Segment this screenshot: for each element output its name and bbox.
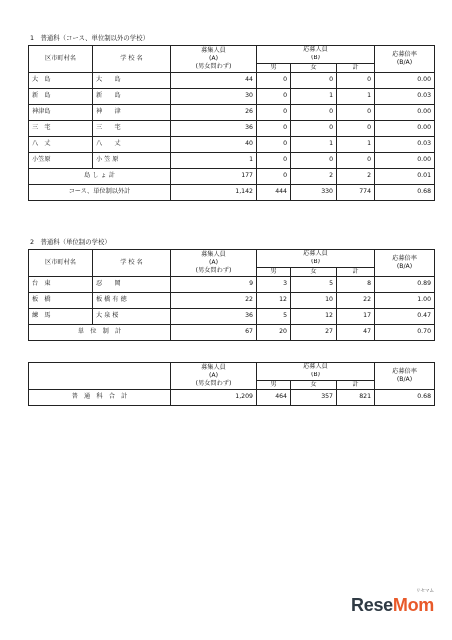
header-applicants-line1: 応募人員 <box>303 363 328 371</box>
cell-male: 20 <box>257 325 291 341</box>
header-ratio-line2: (B/A) <box>396 263 413 270</box>
cell-male: 464 <box>257 390 291 406</box>
cell-female: 1 <box>291 89 337 105</box>
cell-female: 2 <box>291 169 337 185</box>
cell-female: 0 <box>291 105 337 121</box>
cell-recruit: 36 <box>171 309 257 325</box>
cell-school: 小 笠 原 <box>93 153 171 169</box>
cell-total: 0 <box>337 73 375 89</box>
header-applicants-sub: (B) <box>257 259 375 268</box>
cell-total: 2 <box>337 169 375 185</box>
cell-total: 774 <box>337 185 375 201</box>
header-male: 男 <box>257 268 291 277</box>
cell-male: 0 <box>257 137 291 153</box>
cell-female: 0 <box>291 73 337 89</box>
header-recruit-line3: (男女問わず) <box>195 380 232 387</box>
cell-ratio: 0.47 <box>375 309 435 325</box>
header-total: 計 <box>337 268 375 277</box>
cell-ratio: 0.03 <box>375 89 435 105</box>
cell-male: 0 <box>257 153 291 169</box>
header-recruit-line3: (男女問わず) <box>195 63 232 70</box>
table-row <box>29 277 435 293</box>
cell-district: 小笠原 <box>29 153 93 169</box>
cell-ratio: 0.70 <box>375 325 435 341</box>
header-ratio-line2: (B/A) <box>396 59 413 66</box>
header-ratio-line1: 応募倍率 <box>392 51 417 58</box>
cell-school: 八 丈 <box>93 137 171 153</box>
cell-school: 忍 岡 <box>93 277 171 293</box>
section1-table <box>28 45 435 201</box>
section2-table <box>28 249 435 341</box>
cell-male: 0 <box>257 169 291 185</box>
cell-female: 330 <box>291 185 337 201</box>
cell-male: 0 <box>257 105 291 121</box>
table-row <box>29 105 435 121</box>
cell-district: 三 宅 <box>29 121 93 137</box>
cell-female: 357 <box>291 390 337 406</box>
cell-male: 0 <box>257 73 291 89</box>
grand-total-label: コース、単位制以外計 <box>29 185 171 201</box>
cell-school: 板 橋 有 徳 <box>93 293 171 309</box>
table-row <box>29 137 435 153</box>
cell-total: 821 <box>337 390 375 406</box>
header-ratio <box>375 46 435 73</box>
cell-recruit: 1,142 <box>171 185 257 201</box>
header-recruit-line2: (A) <box>208 372 219 379</box>
cell-recruit: 177 <box>171 169 257 185</box>
header-recruit <box>171 46 257 73</box>
cell-female: 12 <box>291 309 337 325</box>
cell-total: 1 <box>337 137 375 153</box>
header-recruit <box>171 250 257 277</box>
cell-female: 10 <box>291 293 337 309</box>
cell-female: 5 <box>291 277 337 293</box>
cell-ratio: 0.00 <box>375 121 435 137</box>
header-applicants-sub: (B) <box>257 55 375 64</box>
section2-title: 2 普通科（単位制の学校） <box>30 238 111 246</box>
cell-district: 新 島 <box>29 89 93 105</box>
header-total: 計 <box>337 64 375 73</box>
header-recruit-line2: (A) <box>208 55 219 62</box>
cell-total: 22 <box>337 293 375 309</box>
cell-total: 0 <box>337 121 375 137</box>
cell-total: 0 <box>337 153 375 169</box>
cell-recruit: 22 <box>171 293 257 309</box>
cell-school: 神 津 <box>93 105 171 121</box>
cell-male: 5 <box>257 309 291 325</box>
total-table <box>28 362 435 406</box>
cell-ratio: 0.68 <box>375 390 435 406</box>
header-blank <box>29 363 171 390</box>
header-female: 女 <box>291 381 337 390</box>
cell-male: 12 <box>257 293 291 309</box>
cell-ratio: 0.03 <box>375 137 435 153</box>
cell-recruit: 9 <box>171 277 257 293</box>
table-row <box>29 309 435 325</box>
resemom-logo <box>351 588 434 616</box>
cell-female: 1 <box>291 137 337 153</box>
cell-male: 0 <box>257 121 291 137</box>
cell-recruit: 30 <box>171 89 257 105</box>
header-applicants-sub: (B) <box>257 372 375 381</box>
grand-total-row <box>29 185 435 201</box>
cell-ratio: 0.01 <box>375 169 435 185</box>
overall-total-label: 普 通 科 合 計 <box>29 390 171 406</box>
header-ratio <box>375 250 435 277</box>
cell-district: 八 丈 <box>29 137 93 153</box>
cell-school: 新 島 <box>93 89 171 105</box>
header-total: 計 <box>337 381 375 390</box>
cell-female: 27 <box>291 325 337 341</box>
header-recruit-line1: 募集人員 <box>201 364 226 371</box>
header-applicants-line1: 応募人員 <box>303 250 328 258</box>
cell-district: 大 島 <box>29 73 93 89</box>
header-female: 女 <box>291 64 337 73</box>
cell-total: 47 <box>337 325 375 341</box>
header-ratio-line1: 応募倍率 <box>392 255 417 262</box>
cell-district: 台 東 <box>29 277 93 293</box>
cell-district: 神津島 <box>29 105 93 121</box>
logo-text-a: Rese <box>351 595 393 615</box>
header-school: 学 校 名 <box>93 250 171 277</box>
header-recruit <box>171 363 257 390</box>
header-district: 区市町村名 <box>29 250 93 277</box>
cell-ratio: 0.89 <box>375 277 435 293</box>
cell-recruit: 26 <box>171 105 257 121</box>
header-recruit-line2: (A) <box>208 259 219 266</box>
header-applicants <box>257 363 375 372</box>
cell-female: 0 <box>291 121 337 137</box>
cell-total: 8 <box>337 277 375 293</box>
cell-district: 板 橋 <box>29 293 93 309</box>
subtotal-label: 島 し ょ 計 <box>29 169 171 185</box>
cell-ratio: 0.00 <box>375 153 435 169</box>
cell-district: 練 馬 <box>29 309 93 325</box>
header-recruit-line1: 募集人員 <box>201 47 226 54</box>
subtotal-label: 単 位 制 計 <box>29 325 171 341</box>
header-applicants <box>257 46 375 55</box>
cell-recruit: 1,209 <box>171 390 257 406</box>
cell-recruit: 36 <box>171 121 257 137</box>
header-ratio-line2: (B/A) <box>396 376 413 383</box>
table-row <box>29 89 435 105</box>
cell-school: 大 島 <box>93 73 171 89</box>
cell-recruit: 67 <box>171 325 257 341</box>
header-male: 男 <box>257 381 291 390</box>
header-recruit-line1: 募集人員 <box>201 251 226 258</box>
cell-male: 444 <box>257 185 291 201</box>
logo-text-b: Mom <box>392 595 434 615</box>
cell-ratio: 0.68 <box>375 185 435 201</box>
cell-male: 0 <box>257 89 291 105</box>
header-school: 学 校 名 <box>93 46 171 73</box>
cell-school: 大 泉 桜 <box>93 309 171 325</box>
cell-recruit: 44 <box>171 73 257 89</box>
cell-male: 3 <box>257 277 291 293</box>
header-ratio <box>375 363 435 390</box>
cell-recruit: 40 <box>171 137 257 153</box>
cell-ratio: 0.00 <box>375 105 435 121</box>
section1-title: 1 普通科（コース、単位制以外の学校） <box>30 34 149 42</box>
cell-total: 1 <box>337 89 375 105</box>
table-row <box>29 293 435 309</box>
header-recruit-line3: (男女問わず) <box>195 267 232 274</box>
cell-ratio: 0.00 <box>375 73 435 89</box>
subtotal-row <box>29 325 435 341</box>
overall-total-row <box>29 390 435 406</box>
table-row <box>29 73 435 89</box>
table-row <box>29 121 435 137</box>
cell-total: 17 <box>337 309 375 325</box>
cell-ratio: 1.00 <box>375 293 435 309</box>
header-female: 女 <box>291 268 337 277</box>
cell-total: 0 <box>337 105 375 121</box>
cell-female: 0 <box>291 153 337 169</box>
subtotal-row <box>29 169 435 185</box>
cell-recruit: 1 <box>171 153 257 169</box>
header-male: 男 <box>257 64 291 73</box>
table-row <box>29 153 435 169</box>
cell-school: 三 宅 <box>93 121 171 137</box>
header-ratio-line1: 応募倍率 <box>392 368 417 375</box>
header-applicants-line1: 応募人員 <box>303 46 328 54</box>
header-district: 区市町村名 <box>29 46 93 73</box>
header-applicants <box>257 250 375 259</box>
logo-kana: リセマム <box>416 588 434 593</box>
